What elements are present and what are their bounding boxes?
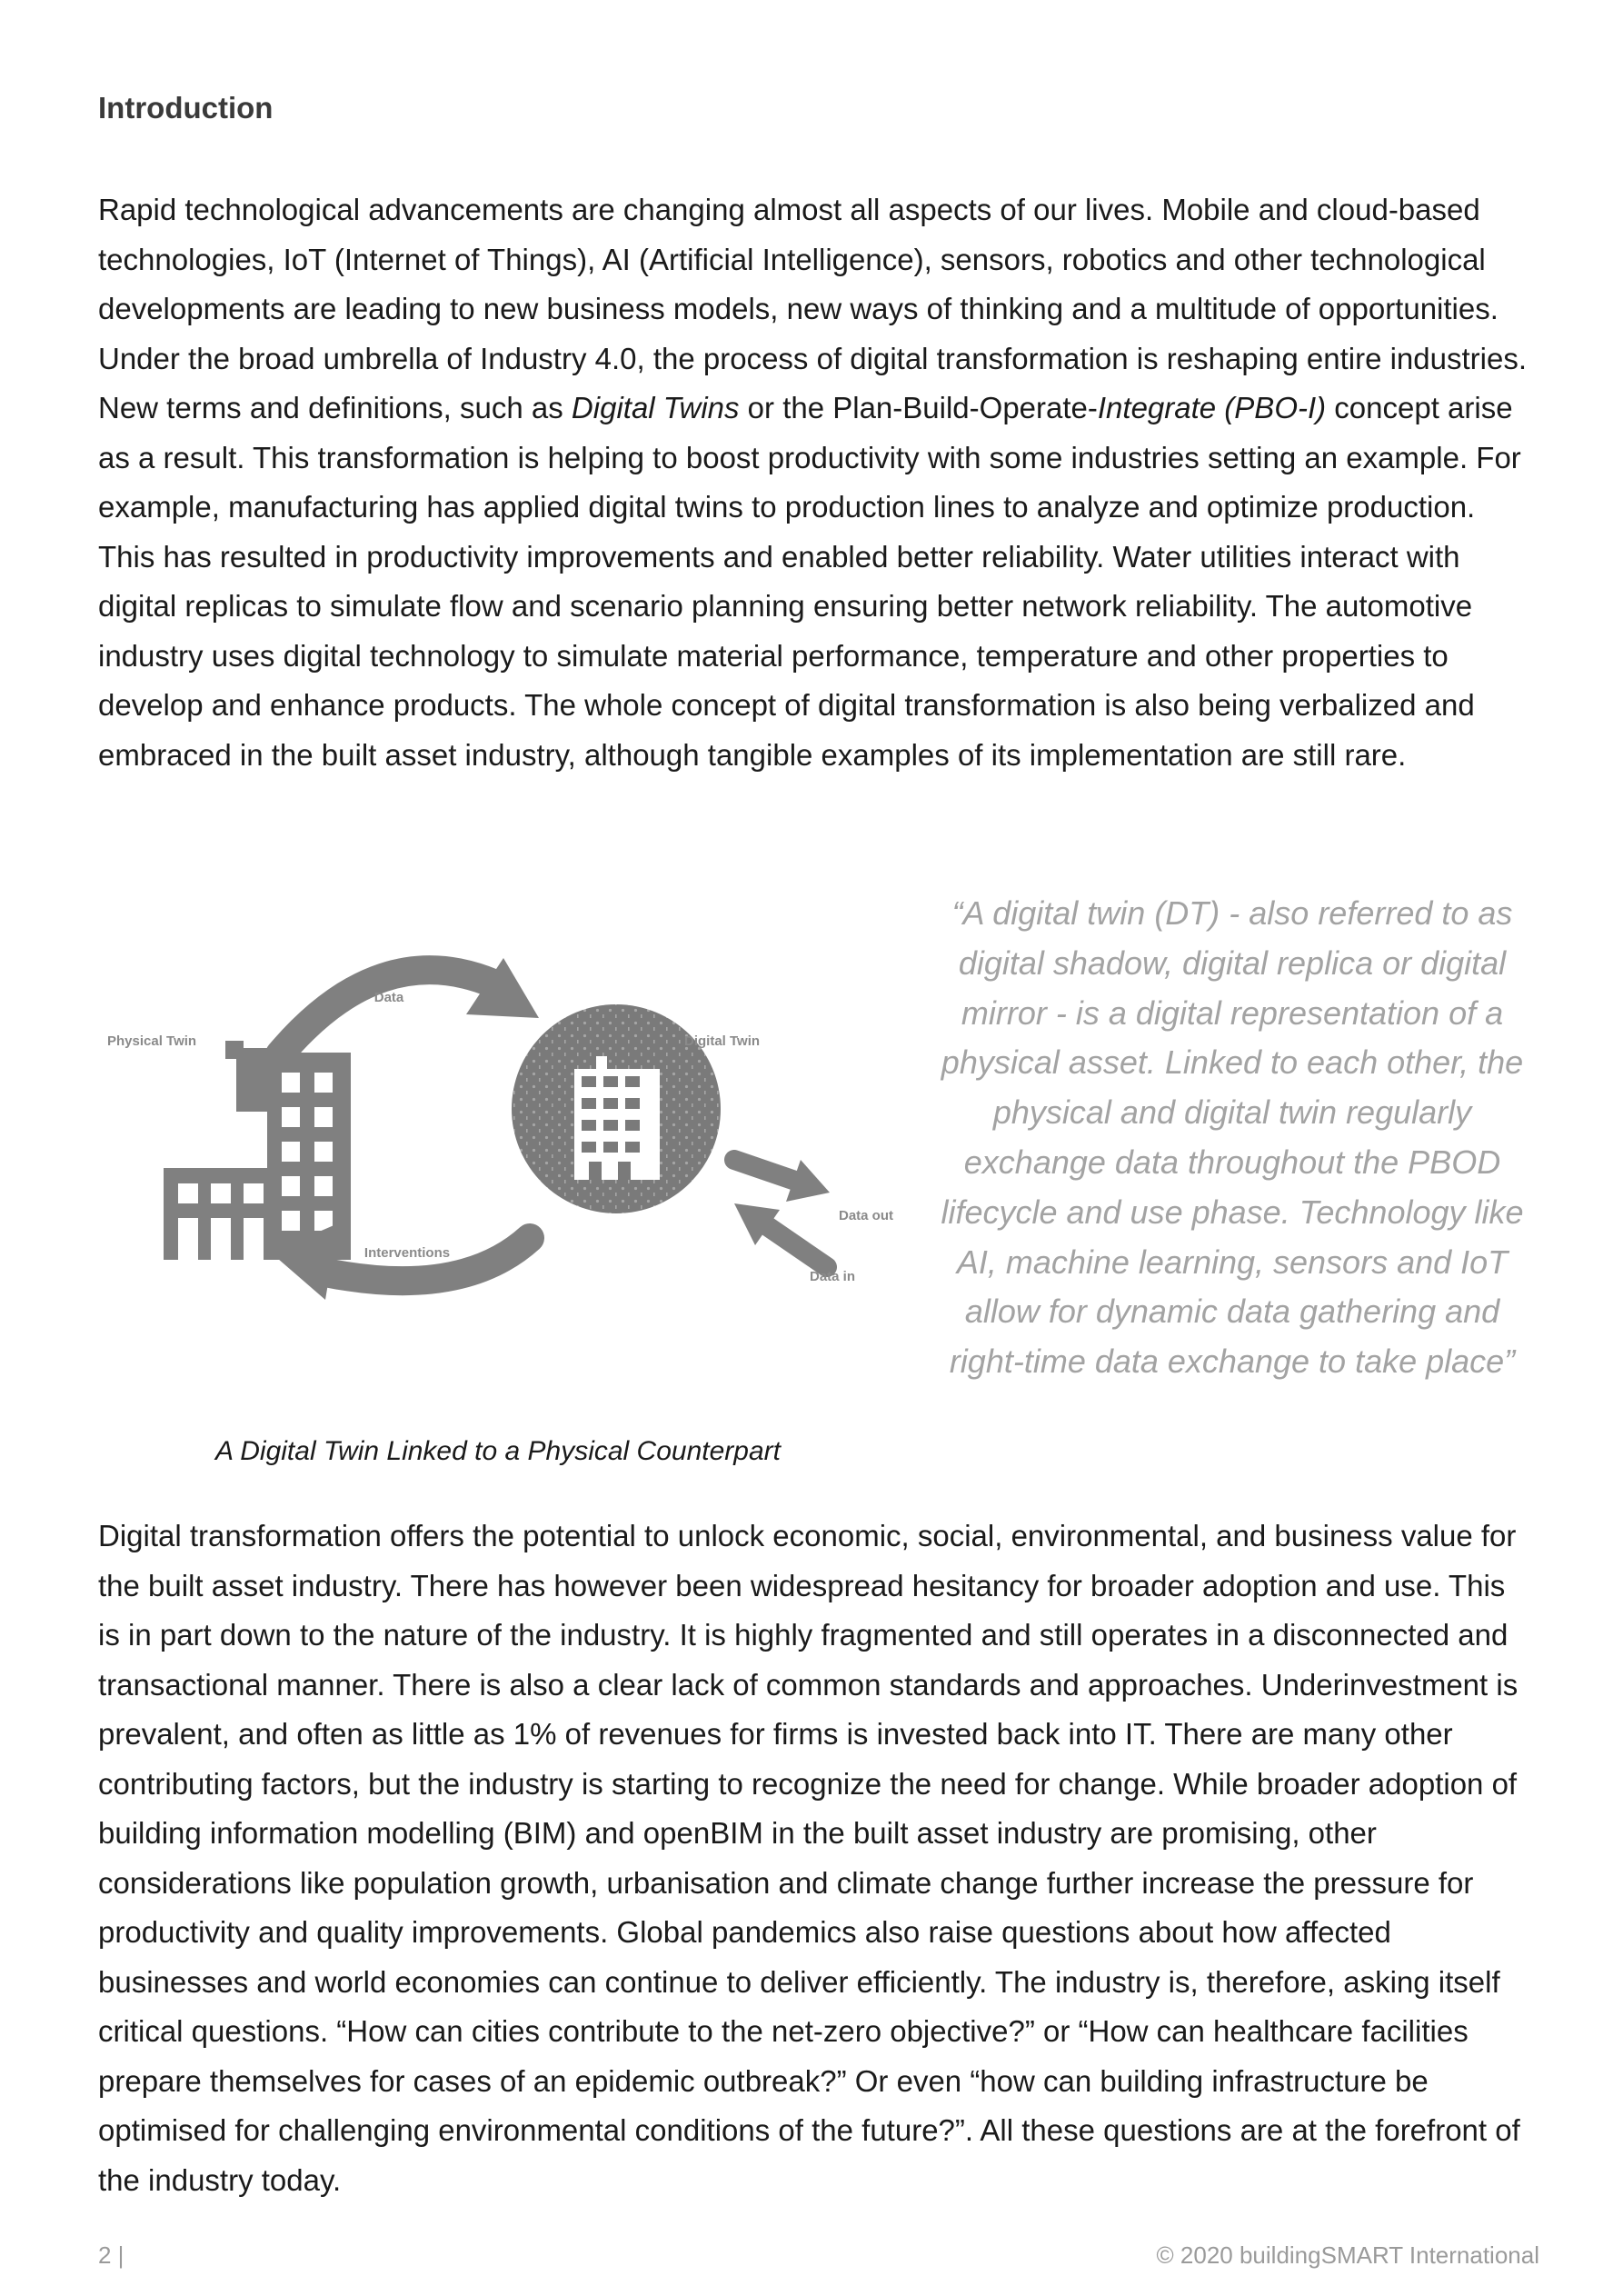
intro-text-part3: concept arise as a result. This transformation is helping to boost productivity with some industries setting an example. For example, manufacturing has applied digital twins to production lines to analyze and optimize production. This has resulted in productivity improvements and enabled better reliability. Water utilities interact with digital replicas to simulate flow and scenario planning ensuring better network reliability. The automotive industry uses digital technology to simulate material performance, temperature and other properties to develop and enhance products. The whole concept of digital transformation is also being verbalized and embraced in the built asset industry, although tangible examples of its implementation are still rare. [98,391,1521,772]
intro-paragraph [98,185,1529,780]
figure-caption: A Digital Twin Linked to a Physical Counterpart [215,1436,781,1466]
data-in-label: Data in [810,1269,856,1284]
data-out-label: Data out [839,1208,893,1223]
digital-twin-diagram [98,918,916,1336]
copyright-notice: © 2020 buildingSMART International [1156,2241,1539,2269]
body-paragraph-2: Digital transformation offers the potential to unlock economic, social, environmental, and business value for the built asset industry. There has however been widespread hesitancy for broader adoption and use. This is in part down to the nature of the industry. It is highly fragmented and still operates in a disconnected and transactional manner. There is also a clear lack of common standards and approaches. Underinvestment is prevalent, and often as little as 1% of revenues for firms is invested back into IT. There are many other contributing factors, but the industry is starting to recognize the need for change. While broader adoption of building information modelling (BIM) and openBIM in the built asset industry are promising, other considerations like population growth, urbanisation and climate change further increase the pressure for productivity and quality improvements. Global pandemics also raise questions about how affected businesses and world economies can continue to deliver efficiently. The industry is, therefore, asking itself critical questions. “How can cities contribute to the net-zero objective?” or “How can healthcare facilities prepare themselves for cases of an epidemic outbreak?” Or even “how can building infrastructure be optimised for challenging environmental conditions of the future?”. All these questions are at the forefront of the industry today. [98,1519,1520,2197]
data-out-arrow [734,1160,798,1182]
page-number: 2 | [98,2241,124,2269]
interventions-label: Interventions [363,1245,451,1261]
intro-italic-digital-twins: Digital Twins [571,391,740,424]
digital-twin-diagram-graphic [98,918,916,1336]
data-in-arrow [766,1225,827,1267]
digital-twin-label: Digital Twin [684,1033,761,1049]
data-arrow [280,970,493,1054]
physical-twin-label: Physical Twin [107,1033,197,1049]
intro-text-part2: or the Plan-Build-Operate- [739,391,1098,424]
intro-italic-pboi: Integrate (PBO-I) [1097,391,1327,424]
digital-twin-building-icon [574,1056,660,1180]
pull-quote: “A digital twin (DT) - also referred to as digital shadow, digital replica or digital mirror - is a digital representation of a physical asset. Linked to each other, the physical and digital twin regularly exchange data throughout the PBOD lifecycle and use phase. Technology like AI, machine learning, sensors and IoT allow for dynamic data gathering and right-time data exchange to take place” [941,894,1524,1381]
data-label: Data [373,990,404,1005]
intro-text-part1: Rapid technological advancements are changing almost all aspects of our lives. Mobile and cloud-based technologies, IoT (Internet of Things), AI (Artificial Intelligence), sensors, robotics and other technological developments are leading to new business models, new ways of thinking and a multitude of opportunities. Under the broad umbrella of Industry 4.0, the process of digital transformation is reshaping entire industries. New terms and definitions, such as [98,193,1527,424]
section-heading: Introduction [98,91,274,125]
